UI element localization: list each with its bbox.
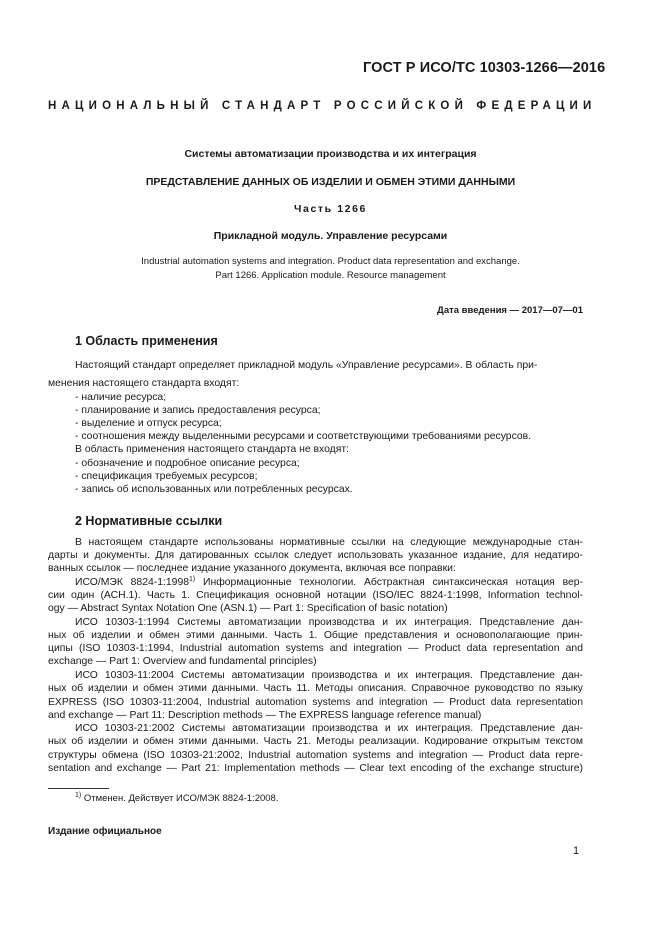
reference-2-line: ных об изделии и обмен этими данными. Часть 1. Общие представления и основополагающие прин- (48, 630, 583, 641)
scope-in-item: - планирование и запись предоставления ресурса; (75, 405, 321, 416)
page-number: 1 (573, 845, 580, 857)
references-intro-line: В настоящем стандарте использованы нормативные ссылки на следующие международные стан- (75, 537, 583, 548)
scope-out-item: - спецификация требуемых ресурсов; (75, 471, 258, 482)
reference-2-line: exchange — Part 1: Overview and fundamental principles) (48, 656, 317, 667)
reference-1-line: сии один (АСН.1). Часть 1. Спецификация основной нотации (ISO/IEC 8824-1:1998, Information technol- (48, 590, 583, 601)
reference-4-line: структуры обмена (ISO 10303-21:2002, Industrial automation systems and integration — Product data repre- (48, 750, 583, 761)
official-edition: Издание официальное (48, 826, 162, 837)
footnote-ref-mark: 1) (189, 576, 196, 583)
scope-in-item: - наличие ресурса; (75, 392, 167, 403)
reference-3-line: and exchange — Part 11: Description methods — The EXPRESS language reference manual) (48, 710, 482, 721)
document-code: ГОСТ Р ИСО/ТС 10303-1266—2016 (363, 60, 606, 76)
title-english-line-2: Part 1266. Application module. Resource management (215, 269, 446, 281)
scope-in-item: - соотношения между выделенными ресурсами и соответствующими требованиями ресурсов. (75, 431, 532, 442)
reference-3-line: EXPRESS (ISO 10303-11:2004, Industrial automation systems and integration — Product data representation (48, 697, 583, 708)
reference-1-line (75, 577, 583, 588)
reference-4-line: sentation and exchange — Part 21: Implementation methods — Clear text encoding of the exchange structure) (48, 763, 583, 774)
footnote-text: Отменен. Действует ИСО/МЭК 8824-1:2008. (81, 793, 279, 804)
title-part: Часть 1266 (294, 203, 367, 215)
reference-3-line: ных об изделии и обмен этими данными. Часть 11. Методы описания. Справочное руководство по языку (48, 683, 583, 694)
scope-out-item: - запись об использованных или потребленных ресурсах. (75, 484, 353, 495)
title-english-line-1: Industrial automation systems and integration. Product data representation and exchange. (141, 256, 520, 267)
footnote-rule (48, 788, 109, 789)
reference-2-line: ципы (ISO 10303-1:1994, Industrial automation systems and integration — Product data representation and (48, 643, 583, 654)
footnote (75, 793, 278, 804)
title-english (0, 255, 661, 282)
section-1-paragraph-line: менения настоящего стандарта входят: (48, 378, 240, 389)
scope-out-item: - обозначение и подробное описание ресурса; (75, 458, 300, 469)
reference-2-line: ИСО 10303-1:1994 Системы автоматизации производства и их интеграция. Представление дан- (75, 617, 583, 628)
reference-1-code: ИСО/МЭК 8824-1:1998 (75, 577, 190, 588)
reference-3-line: ИСО 10303-11:2004 Системы автоматизации производства и их интеграция. Представление дан- (75, 670, 583, 681)
reference-4-line: ИСО 10303-21:2002 Системы автоматизации производства и их интеграция. Представление дан- (75, 723, 583, 734)
national-standard-banner: НАЦИОНАЛЬНЫЙ СТАНДАРТ РОССИЙСКОЙ ФЕДЕРАЦИИ (48, 100, 597, 112)
reference-1-text: Информационные технологии. Абстрактная синтаксическая нотация вер- (195, 577, 583, 588)
footnote-mark: 1) (75, 792, 82, 799)
title-part-name: Прикладной модуль. Управление ресурсами (213, 230, 448, 242)
section-1-paragraph-line: Настоящий стандарт определяет прикладной модуль «Управление ресурсами». В область при- (75, 360, 538, 371)
title-main: ПРЕДСТАВЛЕНИЕ ДАННЫХ ОБ ИЗДЕЛИИ И ОБМЕН ЭТИМИ ДАННЫМИ (145, 176, 516, 188)
references-intro-line: дарты и документы. Для датированных ссылок следует использовать указанное издание, для недатиро- (48, 550, 583, 561)
reference-1-line: ogy — Abstract Syntax Notation One (ASN.1) — Part 1: Specification of basic notation) (48, 603, 448, 614)
section-1-heading: 1 Область применения (75, 334, 218, 348)
scope-in-item: - выделение и отпуск ресурса; (75, 418, 222, 429)
reference-4-line: ных об изделии и обмен этими данными. Часть 21. Методы реализации. Кодирование открытым текстом (48, 736, 583, 747)
section-2-heading: 2 Нормативные ссылки (75, 514, 223, 528)
title-series: Системы автоматизации производства и их интеграция (184, 148, 477, 160)
scope-out-intro: В область применения настоящего стандарта не входят: (75, 444, 350, 455)
effective-date: Дата введения — 2017—07—01 (437, 305, 583, 316)
references-intro-line: ванных ссылок — последнее издание указанного документа, включая все поправки: (48, 563, 456, 574)
